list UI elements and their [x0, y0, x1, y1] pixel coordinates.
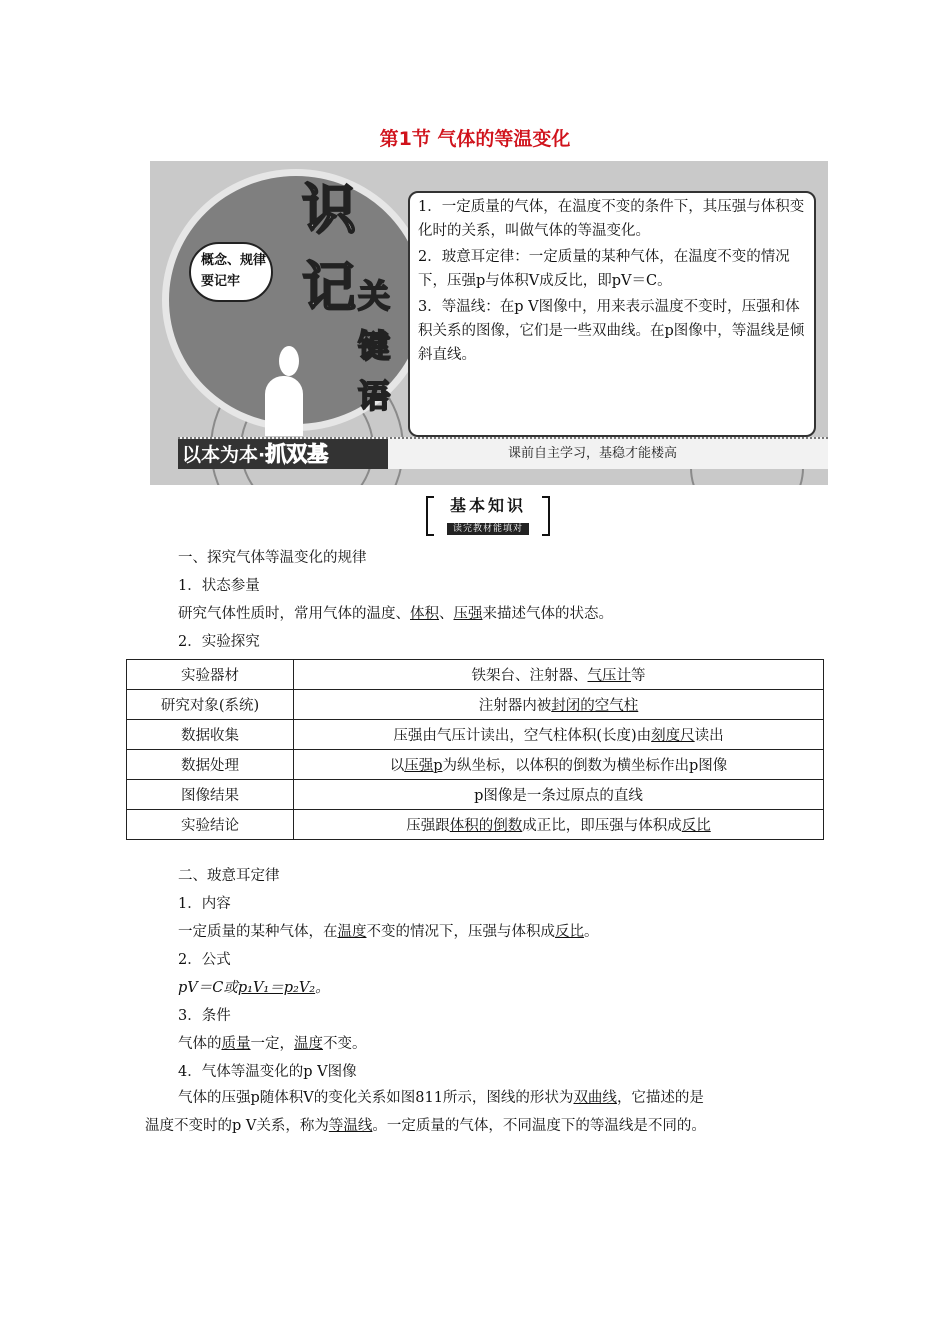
- text: 、: [439, 606, 454, 622]
- key-points-box: [408, 191, 816, 437]
- text: 成正比，即压强与体积成: [522, 818, 682, 834]
- big-char: 语: [358, 377, 391, 415]
- text: 气体的: [178, 1036, 222, 1052]
- person-body-icon: [265, 376, 303, 436]
- blank-answer: 温度: [294, 1036, 323, 1052]
- text: 不变的情况下，压强与体积成: [366, 924, 555, 940]
- paragraph: [178, 604, 613, 624]
- key-point: 1．一定质量的气体，在温度不变的条件下，其压强与体积变化时的关系，叫做气体的等温变化。: [418, 199, 805, 239]
- text: 。一定质量的气体，不同温度下的等温线是不同的。: [372, 1118, 706, 1134]
- paragraph: [178, 922, 599, 942]
- blank-answer: 等温线: [328, 1118, 373, 1134]
- paragraph: [178, 1034, 367, 1054]
- subheading: 2．实验探究: [178, 634, 260, 650]
- heading-2: 二、玻意耳定律: [178, 868, 280, 884]
- table-row: [127, 810, 824, 840]
- blank-answer: p₁V₁＝p₂V₂: [237, 980, 316, 996]
- blank-answer: 温度: [337, 924, 367, 940]
- text: 等: [631, 668, 646, 684]
- subheading: 4．气体等温变化的p V图像: [178, 1064, 357, 1080]
- table-row: [127, 660, 824, 690]
- text: 气体的压强p随体积V的变化关系如图811所示，图线的形状为: [178, 1090, 574, 1106]
- text: 注射器内被: [478, 698, 552, 714]
- blank-answer: 体积的倒数: [449, 818, 523, 834]
- text: 。: [315, 980, 330, 996]
- table-row: [127, 750, 824, 780]
- blank-answer: 反比: [555, 924, 584, 940]
- experiment-table: [126, 659, 824, 840]
- text: 来描述气体的状态。: [482, 606, 613, 622]
- subheading: 1．内容: [178, 896, 231, 912]
- text: ，它描述的是: [616, 1090, 704, 1106]
- strip-slogan-a: 以本为本·: [182, 444, 266, 466]
- formula: [178, 978, 330, 998]
- banner: [150, 161, 828, 485]
- blank-answer: 体积: [410, 606, 439, 622]
- text: 温度不变时的p V关系，称为: [145, 1118, 329, 1134]
- table-cell: [294, 690, 824, 720]
- text: 压强跟: [406, 818, 450, 834]
- subheading: 1．状态参量: [178, 578, 260, 594]
- bracket-right: [542, 496, 550, 536]
- person-head-icon: [279, 346, 299, 376]
- strip-caption: 课前自主学习，基稳才能楼高: [508, 446, 678, 461]
- table-label: 实验器材: [127, 660, 294, 690]
- banner-strip: [178, 437, 828, 469]
- text: 一定质量的某种气体，在: [178, 924, 338, 940]
- bracket-left: [426, 496, 434, 536]
- table-label: 图像结果: [127, 780, 294, 810]
- section-subtitle: 读完教材能填对: [447, 523, 529, 535]
- text: 以: [389, 758, 405, 774]
- blank-answer: 质量: [221, 1036, 251, 1052]
- blank-answer: 气压计: [587, 668, 631, 684]
- big-char: 识: [302, 178, 356, 241]
- text: 不变。: [323, 1036, 367, 1052]
- table-row: [127, 690, 824, 720]
- table-row: [127, 780, 824, 810]
- text: 研究气体性质时，常用气体的温度、: [178, 606, 410, 622]
- table-cell: p图像是一条过原点的直线: [294, 780, 824, 810]
- text: 。: [584, 924, 599, 940]
- table-row: [127, 720, 824, 750]
- blank-answer: 压强: [453, 606, 483, 622]
- blank-answer: 封闭的空气柱: [551, 698, 639, 714]
- text: 读出: [694, 728, 724, 744]
- table-label: 研究对象(系统): [127, 690, 294, 720]
- text: 压强由气压计读出，空气柱体积(长度)由: [393, 728, 652, 744]
- table-label: 数据收集: [127, 720, 294, 750]
- bubble-line: 概念、规律: [201, 253, 267, 268]
- bubble-line: 要记牢: [201, 274, 241, 289]
- text: 铁架台、注射器、: [471, 668, 588, 684]
- table-cell: [294, 720, 824, 750]
- table-label: 数据处理: [127, 750, 294, 780]
- blank-answer: 反比: [681, 818, 711, 834]
- speech-bubble: [189, 242, 273, 302]
- heading-1: 一、探究气体等温变化的规律: [178, 550, 367, 566]
- blank-answer: 双曲线: [573, 1090, 617, 1106]
- text: 一定，: [250, 1036, 294, 1052]
- text: pV＝C或: [178, 980, 238, 996]
- key-point: 2．玻意耳定律：一定质量的某种气体，在温度不变的情况下，压强p与体积V成反比，即pV＝C。: [418, 249, 790, 289]
- blank-answer: 压强p: [404, 758, 443, 774]
- page-title: 第1节 气体的等温变化: [379, 128, 571, 150]
- big-char: 关: [358, 277, 391, 315]
- strip-slogan-b: 抓双基: [265, 442, 329, 466]
- big-char: 记: [302, 256, 356, 319]
- strip-slogan: [178, 439, 388, 469]
- table-label: 实验结论: [127, 810, 294, 840]
- subheading: 2．公式: [178, 952, 231, 968]
- big-char: 键: [358, 327, 391, 365]
- paragraph: [145, 1116, 706, 1136]
- section-header: [426, 496, 550, 534]
- subheading: 3．条件: [178, 1008, 231, 1024]
- table-cell: [294, 810, 824, 840]
- blank-answer: 刻度尺: [651, 728, 695, 744]
- text: 为纵坐标，以体积的倒数为横坐标作出p图像: [442, 758, 728, 774]
- section-title: 基本知识: [449, 496, 526, 515]
- table-cell: [294, 750, 824, 780]
- key-point: 3．等温线：在p V图像中，用来表示温度不变时，压强和体积关系的图像，它们是一些双曲线。在p图像中，等温线是倾斜直线。: [418, 299, 805, 363]
- paragraph: [178, 1088, 704, 1108]
- table-cell: [294, 660, 824, 690]
